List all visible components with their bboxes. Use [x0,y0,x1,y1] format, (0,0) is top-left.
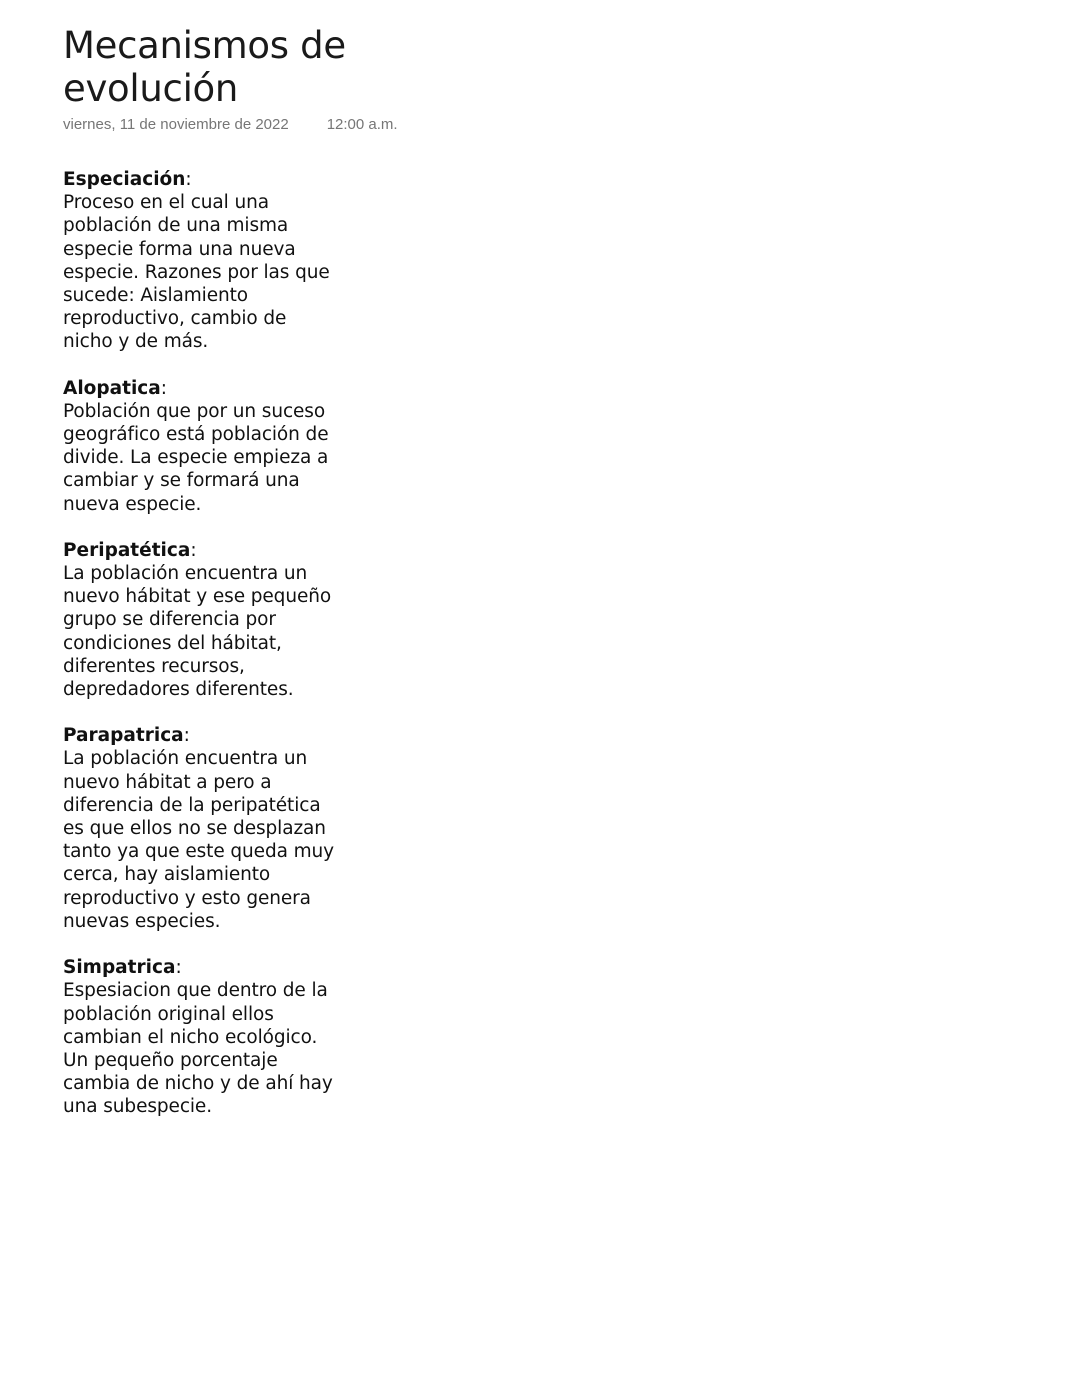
section-simpatrica [63,956,363,1118]
section-heading [63,956,363,979]
section-colon: : [175,957,182,979]
section-alopatica [63,377,363,516]
section-colon: : [185,169,192,190]
section-heading [63,539,363,562]
section-peripatetica [63,539,363,701]
section-term: Especiación [63,169,186,190]
note-meta [63,116,398,133]
section-heading [63,377,363,400]
page-title: Mecanismos de evolución [63,24,346,110]
section-text: La población encuentra un nuevo hábitat y ese pequeño grupo se diferencia por condiciones del hábitat, diferentes recursos, depredadores diferentes. [63,563,332,701]
section-colon: : [190,539,197,561]
section-term: Parapatrica [63,725,184,747]
section-heading [63,168,363,191]
section-term: Peripatética [63,539,191,561]
section-text: La población encuentra un nuevo hábitat a pero a diferencia de la peripatética es que ellos no se desplazan tanto ya que este queda muy cerca, hay aislamiento reproductivo y esto genera nuevas especies. [63,748,335,932]
note-body [63,168,363,1142]
section-colon: : [160,377,167,399]
section-parapatrica [63,724,363,933]
section-heading [63,724,363,747]
section-text: Proceso en el cual una población de una misma especie forma una nueva especie. Razones por las que sucede: Aislamiento reproductivo, cambio de nicho y de más. [63,192,330,353]
section-term: Alopatica [63,377,161,399]
section-especiacion [63,168,363,354]
section-colon: : [183,725,190,747]
section-term: Simpatrica [63,957,176,979]
section-text: Población que por un suceso geográfico está población de divide. La especie empieza a cambiar y se formará una nueva especie. [63,400,329,515]
note-time: 12:00 a.m. [326,116,398,133]
section-text: Espesiacion que dentro de la población original ellos cambian el nicho ecológico. Un pequeño porcentaje cambia de nicho y de ahí hay una subespecie. [63,980,333,1118]
note-date: viernes, 11 de noviembre de 2022 [63,116,289,133]
